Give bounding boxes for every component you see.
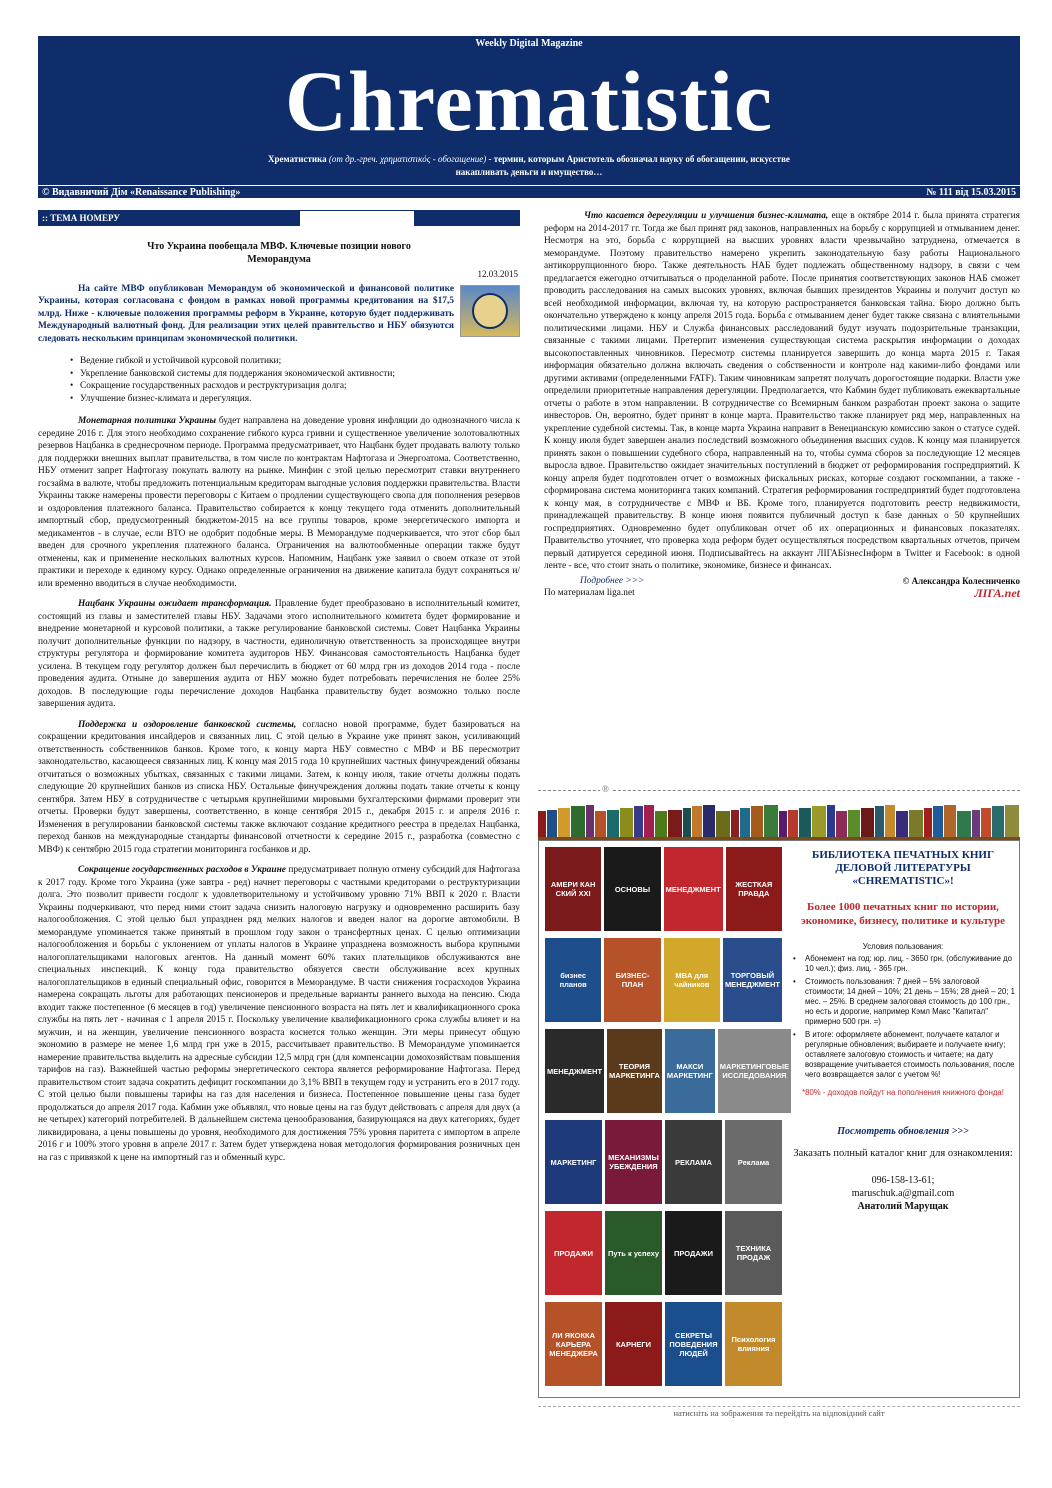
book-cover[interactable]: ПРОДАЖИ [545,1211,602,1295]
book-spine [692,806,702,837]
book-cover[interactable]: ТОРГОВЫЙ МЕНЕДЖМЕНТ [723,938,782,1022]
book-spine [571,806,585,837]
book-cover[interactable]: МАРКЕТИНГ [545,1120,602,1204]
book-spine [751,806,763,837]
book-spine [703,805,715,837]
book-spine [595,811,605,837]
liga-logo[interactable]: ЛІГА.net [974,586,1020,600]
cover-row [545,847,785,931]
ad-footer-note [538,1406,1020,1419]
book-spine [547,810,557,837]
article-left-column [38,210,520,1425]
book-cover[interactable]: ЖЕСТКАЯ ПРАВДА [726,847,782,931]
book-spine [812,806,826,837]
article-date: 12.03.2015 [477,269,518,279]
article-paragraph: Сокращение государственных расходов в Украине предусматривает полную отмену субсидий для Нафтогаза к 2017 году. Кроме того Украина (уже завтра - ред) начнет переговоры с частными кредиторами о реструктуризации долга. Это позволит привести госдолг к удовлетворительному и устойчивому уровню 71% ВВП к 2020 г. Власти Украины подчеркивают, что перед ними стоит задача снизить налоговую нагрузку и одновременно расширить базу налогообложения. С этой целью был упразднен ряд мелких налогов и введен налог на дорогие автомобили. В меморандуме упоминается также принятый в прошлом году закон о трансфертных ценах. С целью оптимизации налогообложения и борьбы с уклонением от уплаты налогов в Украине упразднена возможность выбора крупными налогоплательщиками налоговых агентов. На данный момент 60% таких плательщиков обслуживаются вне специальных инспекций. К концу года правительство обязуется свести обслуживание всех крупных налогоплательщиков в единый специальный офис, говорится в Меморандуме. В части снижения госрасходов Украина намерена сокращать льготы для работающих пенсионеров и предельные варианты раннего выхода на пенсию. Сюда входит также постепенное (6 месяцев в год) увеличение пенсионного возраста на пять лет и квалификационного срока службы на пять лет - начиная с 1 апреля 2015 г. Поскольку увеличение квалификационного срока службы влияет и на мужчин, и на женщин, увеличение пенсионного возраста коснется только женщин. Эти меры принесут общую экономию в размере не менее 1,6 млрд грн уже в 2015, рассчитывает правительство. В Меморандуме упоминается намерение правительства выделить на адресные субсидии 12,5 млрд грн (для компенсации домохозяйствам повышения тарифов на газ). Важнейшей частью реформы энергетического сектора является реформирование Нафтогаза. Перед правительством стоит задача сократить дефицит госкомпании до 3,1% ВВП в текущем году и устранить его в 2017 году. С этой целью были повышены тарифы на газ для населения и бизнеса. Постепенное повышение цены газа будет продолжаться до апреля 2017 года. Кабмин уже объявлял, что новые цены на газ будут действовать с апреля для двух (а не четырех) категорий потребителей. В дальнейшем система ценообразования, базирующаяся на двух категориях, будет ликвидирована, а цены повышены до уровня, необходимого для достижения 75% уровня паритета с импортом в апреле 2016 г и 100% этого уровня в апреле 2017 г. Затем будет утверждена новая методология формирования розничных цен на газ с привязкой к цене на импортный газ и обменный курс. [38,865,520,1163]
book-cover[interactable]: бизнес планов [545,938,601,1022]
article-lead: На сайте МВФ опубликован Меморандум об экономической и финансовой политике Украины, которая согласована с фондом в рамках новой программы кредитования на $17,5 млрд. Ниже - ключевые положения программы реформ в Украине, которую будет поддерживать Международный валютный фонд. Для реализации этих целей правительство и НБУ обязуются следовать нескольким принципам экономической политики. [38,283,454,344]
book-cover[interactable]: СЕКРЕТЫ ПОВЕДЕНИЯ ЛЮДЕЙ [665,1302,722,1386]
contact-name: Анатолий Марущак [857,1201,949,1212]
book-cover[interactable]: MBA для чайников [664,938,720,1022]
cover-row [545,1120,785,1204]
book-cover[interactable]: МАКСИ МАРКЕТИНГ [665,1029,715,1113]
article-title: Что Украина пообещала МВФ. Ключевые позиции нового Меморандума [147,241,411,265]
info-bar [38,186,1020,198]
list-item: • Ведение гибкой и устойчивой курсовой политики; [70,355,520,368]
publisher-label: © Видавничий Дім «Renaissance Publishing» [42,186,241,198]
book-spine [644,805,654,837]
terms-title: Условия пользования: [862,942,944,951]
article-paragraph: Нацбанк Украины ожидает трансформация. Правление будет преобразовано в исполнительный комитет, состоящий из главы и заместителей главы НБУ. Задачами этого исполнительного комитета будет формирование и внедрение монетарной и курсовой политики, а также регулирование банковской системы. Совет Нацбанка Украины получит дополнительные функции по надзору, в частности, единоличную ответственность за происходящее внутри структуры регулятора и формирование комитета аудиторов НБУ. Финансовая самостоятельность Нацбанка будет усилена. В текущем году регулятор должен был перечислить в бюджет от 60 млрд грн из доходов 2014 года - после проведения аудита. Отныне до завершения аудита от НБУ можно будет потребовать перечисления не более 25% доходов. В последующие годы перечисление доходов Нацбанка правительству будет возможно только после завершения аудита. [38,599,520,709]
definition-term: Хрематистика [268,154,327,164]
book-cover[interactable]: АМЕРИ КАН СКИЙ XXI [545,847,601,931]
list-item: • Укрепление банковской системы для поддержания экономической активности; [70,368,520,381]
definition-text: - термин, которым Аристотель обозначал науку об обогащении, искусстве накапливать деньги и имущество… [455,154,790,177]
book-spine [957,811,971,837]
book-cover[interactable]: ТЕХНИКА ПРОДАЖ [725,1211,782,1295]
cover-row [545,1211,785,1295]
article-right-column [544,210,1020,600]
book-spine [607,810,619,837]
book-cover[interactable]: КАРНЕГИ [605,1302,662,1386]
library-terms [791,942,1015,1098]
book-spine [740,808,750,837]
book-cover[interactable]: ЛИ ЯКОККА КАРЬЕРА МЕНЕДЖЕРА [545,1302,602,1386]
read-more-link[interactable]: Подробнее >>> [580,575,645,586]
section-tab [38,210,520,226]
magazine-title[interactable]: Chrematistic [284,53,774,149]
view-updates-link[interactable]: Посмотреть обновления >>> [837,1126,969,1137]
book-spine [909,810,923,837]
cover-row [545,938,785,1022]
book-cover[interactable]: МЕНЕДЖМЕНТ [545,1029,604,1113]
cover-row [545,1029,790,1113]
list-item: • Сокращение государственных расходов и реструктуризация долга; [70,380,520,393]
book-spine [861,808,875,837]
book-spine [944,805,956,837]
book-spine [668,810,682,837]
footer-note-text: натисніть на зображення та перейдіть на відповідний сайт [669,1408,888,1418]
book-spine [933,806,943,837]
book-spine [981,808,991,837]
article-paragraph: Поддержка и оздоровление банковской системы, согласно новой программе, будет базироваться на сокращении кредитования инсайдеров и связанных лиц. С этой целью в Украине уже принят закон, усиливающий ответственность собственников банков. Кроме того, к концу марта НБУ совместно с МВФ и ВБ пересмотрит законодательство, касающееся связанных лиц. К концу мая 2015 года 10 крупнейших частных финучреждений обязаны отчитаться о возможных убытках, связанных с такими лицами. Затем, к концу июля, такие отчеты должны подать следующие 20 крупнейших банков из списка НБУ. Остальные финучреждения должны подать такие отчеты к концу сентября. Затем НБУ в сотрудничестве с четырьмя крупнейшими мировыми бухгалтерскими фирмами проверит эти отчеты. Проверки будут завершены, соответственно, в конце сентября 2015 г., декабря 2015 г. и апреля 2016 г. Изменения в регулировании банковской системы также включают создание кредитного реестра в пределах Нацбанка, переход банков на международные стандарты финансовой отчетности к середине 2015 г., разработка (совместно с МВФ) к сентябрю 2015 года стратегии мониторинга госбанков и др. [38,719,520,855]
masthead [38,36,1020,185]
article-lead-block [38,283,520,346]
book-spine [655,811,667,837]
book-spine [896,811,908,837]
list-item: • Стоимость пользования: 7 дней – 5% залоговой стоимости; 14 дней – 10%; 21 день – 15%; 28 дней – 20; 1 мес. – 25%. В среднем залоговая стоимость до 100 грн., но есть и дорогие, например Кэмл Макс "Капитал" примерно 500 грн. =) [791,977,1015,1027]
ad-divider [538,784,1020,794]
book-spine [586,805,594,837]
article-paragraph: Что касается дерегуляции и улучшения бизнес-климата, еще в октябре 2014 г. была принята стратегия реформ на 2014-2017 гг. Тогда же был принят ряд законов, направленных на борьбу с коррупцией и отмыванием денег. Несмотря на это, борьба с коррупцией на высших уровнях власти чрезвычайно затруднена, отмечается в меморандуме. Поэтому правительство намерено укрепить законодательную базу работы Национального антикоррупционного бюро. Также деятельность НАБ будет подлежать общественному надзору, в связи с чем предлагается ежегодно отчитываться о проделанной работе. После принятия соответствующих законов НАБ сможет проводить расследования на самых высоких уровнях, включая бывших президентов Украины и получит доступ ко всей необходимой информации, включая ту, на которую распространяется банковская тайна. Бюро должно быть окончательно утверждено к концу апреля 2015 года. Борьба с отмыванием денег будет также связана с влиятельными политическими лицами. НБУ и Служба финансовых расследований будут изучать подозрительные транзакции, связанные с такими лицами. Претерпит изменения существующая система раскрытия информации о доходах высокопоставленных чиновников. Пересмотр системы планируется завершить до конца марта 2015 г. Такая информация обязательно должна включать сведения о собственности и контроле над какими-либо фондами или другими активами (определенными FATF). Таким чиновникам запретят получать дорогостоящие подарки. Власти уже определили приоритетные направления дерегуляции. Предполагается, что Кабмин будет публиковать ежеквартальные отчеты о работе в этом направлении. В сотрудничестве со Всемирным банком разработан проект закона о защите инвесторов. Он, вероятно, будет принят в конце марта. Правительство также планирует ряд мер, направленных на укрепление судебной системы. Так, в конце марта Украина направит в Венецианскую комиссию закон о статусе судей. К концу июля будет завершен анализ последствий возможного объединения высших судов. К концу мая планируется принять закон о повышении судебного сбора, направленный на то, чтобы сумма сборов за последующие 12 месяцев выросла вдвое. Правительство ожидает значительных поступлений в бюджет от реформирования госпредприятий. К концу апреля будет подготовлен отчет о возможных фискальных рисках, которые создают госкомпании, а также - сформирована система мониторинга таких компаний. Стратегия реформирования госпредприятий будет подготовлена к концу мая, в сотрудничестве с МВФ и ВБ. Кроме того, планируется подготовить реестр недвижимости, принадлежащей правительству. В конце июня появится публичный доступ к базе данных о 50 крупнейших госпредприятиях. Одновременно будет опубликован отчет об их операционных и финансовых показателях. Правительство уточняет, что проверка хода реформ будет осуществляться посредством квартальных отчетов, причем первый датируется серединой июня. Подписывайтесь на аккаунт ЛІГАБізнесІнформ в Twitter и Facebook: в одной ленте - все, что стоит знать о политике, экономике, бизнесе и финансах. [544,211,1020,571]
order-catalog-text: Заказать полный каталог книг для ознакомления: [793,1148,1013,1159]
article-paragraph: Монетарная политика Украины будет направлена на доведение уровня инфляции до однозначного числа к середине 2016 г. Для этого необходимо сохранение гибкого курса гривни и существенное увеличение золотовалютных резервов Нацбанка в среднесрочном периоде. Программа предусматривает, что Нацбанк будет продавать валюту только для поддержки внешних выплат правительства, в том числе по контрактам Нафтогаза и Энергоатома. Соответственно, НБУ отменит запрет Нафтогазу покупать валюту на рынке. Минфин с этой целью пересмотрит ставки внутреннего госзайма в валюте, чтобы предложить потенциальным кредиторам выгодные условия поддержки правительства. Власти Украины также намерены провести переговоры с Китаем о продлении существующего свопа для пополнения резервов и оздоровления платежного баланса. Правительство собирается к концу текущего года отменить дополнительный импортный сбор, предусмотренный бюджетом-2015 на все группы товаров, кроме энергетического импорта и медикаментов - в случае, если ВТО не одобрит подобные меры. В Меморандуме подчеркивается, что этот сбор был введен для срочного укрепления платежного баланса. Ограничения на валютообменные операции также будут отменены, как и применение нескольких валютных курсов. Напомним, Нацбанк уже заявил о своем отказе от этой практики и переходе к единому курсу. Однако определенные ограничения на движение капитала будут сохраняться и/или временно вводиться в случае необходимости. [38,416,521,589]
definition-origin: (от др.-греч. χρηματιστικός - обогащение) [328,154,487,164]
book-cover[interactable]: БИЗНЕС-ПЛАН [604,938,660,1022]
book-spine [634,806,642,837]
book-spine [836,811,846,837]
section-label: :: ТЕМА НОМЕРУ [38,210,300,226]
list-item: • В итоге: оформляете абонемент, получаете каталог и регулярные обновления; выбираете и получаете книгу; оставляете залоговую стоимость и читаете; на дату возвращение учитывается стоимость пользования, после чего возвращается залог с учетом %! [791,1030,1015,1080]
book-cover[interactable]: МЕНЕДЖМЕНТ [664,847,723,931]
book-covers-grid[interactable] [545,847,790,1393]
book-cover[interactable]: Психология влияния [725,1302,782,1386]
source-row [544,587,1020,600]
book-spine [875,806,883,837]
policy-principles-list [70,355,520,405]
book-spine [972,810,980,837]
book-spine [764,805,778,837]
book-cover[interactable]: Реклама [725,1120,782,1204]
book-spine [788,810,798,837]
book-spine [924,808,932,837]
registered-mark: ® [602,784,609,794]
book-cover[interactable]: МЕХАНИЗМЫ УБЕЖДЕНИЯ [605,1120,662,1204]
book-spine [1005,805,1019,837]
library-ad[interactable] [538,840,1020,1398]
book-cover[interactable]: ОСНОВЫ [604,847,660,931]
contact-email[interactable]: maruschuk.a@gmail.com [851,1188,955,1199]
cover-row [545,1302,785,1386]
book-cover[interactable]: ПРОДАЖИ [665,1211,722,1295]
article-footer [544,575,1020,588]
list-item: • Улучшение бизнес-климата и дерегуляция. [70,393,520,406]
book-spine [538,811,546,837]
list-item: • Абонемент на год: юр. лиц. - 3650 грн. (обслуживание до 10 чел.); физ. лиц. - 365 грн. [791,954,1015,974]
book-spine [848,810,860,837]
book-spine [779,811,787,837]
library-ad-heading: БИБЛИОТЕКА ПЕЧАТНЫХ КНИГ ДЕЛОВОЙ ЛИТЕРАТУРЫ «CHREMATISTIC»! [812,849,994,887]
book-spine [799,808,811,837]
article-author: © Александра Колесниченко [902,575,1020,586]
book-cover[interactable]: ТЕОРИЯ МАРКЕТИНГА [607,1029,662,1113]
magazine-tagline: Weekly Digital Magazine [475,38,583,49]
article-source: По материалам liga.net [544,588,635,598]
book-spine [992,806,1004,837]
book-spine [683,808,691,837]
library-ad-info [791,849,1015,1213]
book-spine [620,808,634,837]
title-definition [268,153,790,179]
bookshelf-banner[interactable] [538,804,1020,840]
book-spine [558,808,570,837]
book-spine [827,805,835,837]
book-spine [731,810,739,837]
book-cover[interactable]: МАРКЕТИНГОВЫЕ ИССЛЕДОВАНИЯ [718,1029,791,1113]
library-ad-subheading: Более 1000 печатных книг по истории, экономике, бизнесу, политике и культуре [800,901,1006,927]
terms-note: *80% - доходов пойдут на пополнения книжного фонда! [802,1088,1004,1097]
book-spine [885,805,895,837]
contact-block [791,1174,1015,1213]
book-cover[interactable]: Путь к успеху [605,1211,662,1295]
issue-number: № 111 від 15.03.2015 [926,186,1016,198]
book-cover[interactable]: РЕКЛАМА [665,1120,722,1204]
imf-seal-icon [460,285,520,337]
book-spine [716,811,730,837]
contact-phone[interactable]: 096-158-13-61; [871,1175,935,1186]
